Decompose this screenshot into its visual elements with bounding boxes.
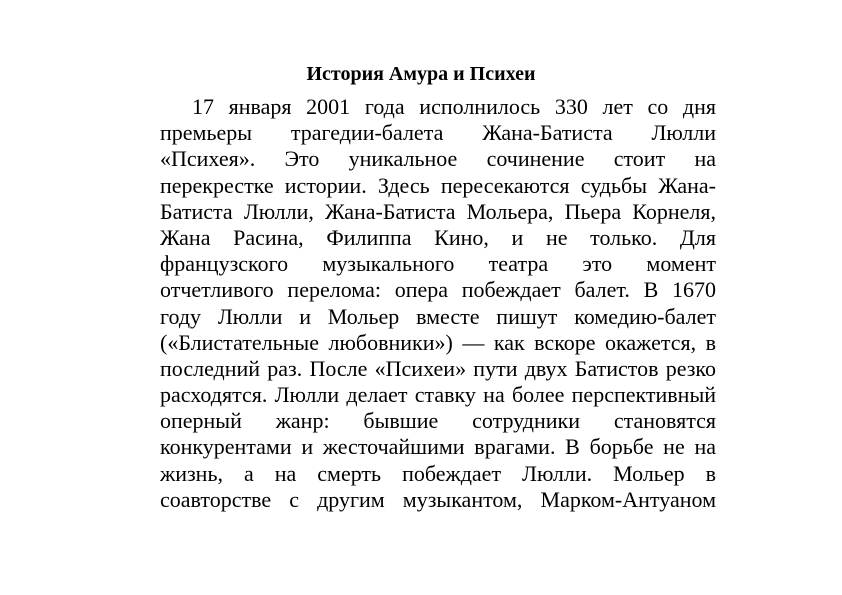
- document-title: История Амура и Психеи: [306, 63, 536, 85]
- text-line: перекрестке истории. Здесь пересекаются судьбы Жана-: [160, 172, 716, 198]
- text-line: 17 января 2001 года исполнилось 330 лет со дня: [192, 94, 716, 119]
- text-line: Жана Расина, Филиппа Кино, и не только. Для: [160, 224, 716, 250]
- text-line: жизнь, а на смерть побеждает Люлли. Мольер в: [160, 460, 716, 486]
- text-line: Батиста Люлли, Жана-Батиста Мольера, Пьера Корнеля,: [160, 198, 716, 224]
- document-body: [160, 94, 716, 513]
- text-line: оперный жанр: бывшие сотрудники становятся: [160, 408, 716, 434]
- text-line: последний раз. После «Психеи» пути двух Батистов резко: [160, 355, 716, 381]
- text-line: премьеры трагедии-балета Жана-Батиста Люлли: [160, 120, 716, 146]
- text-line: («Блистательные любовники») — как вскоре окажется, в: [160, 329, 716, 355]
- text-line: французского музыкального театра это момент: [160, 251, 716, 277]
- text-line: расходятся. Люлли делает ставку на более перспективный: [160, 382, 716, 408]
- text-line: году Люлли и Мольер вместе пишут комедию-балет: [160, 303, 716, 329]
- text-line: соавторстве с другим музыкантом, Марком-Антуаном: [160, 486, 716, 512]
- text-line: конкурентами и жесточайшими врагами. В борьбе не на: [160, 434, 716, 460]
- text-line: «Психея». Это уникальное сочинение стоит на: [160, 146, 716, 172]
- text-line: отчетливого перелома: опера побеждает балет. В 1670: [160, 277, 716, 303]
